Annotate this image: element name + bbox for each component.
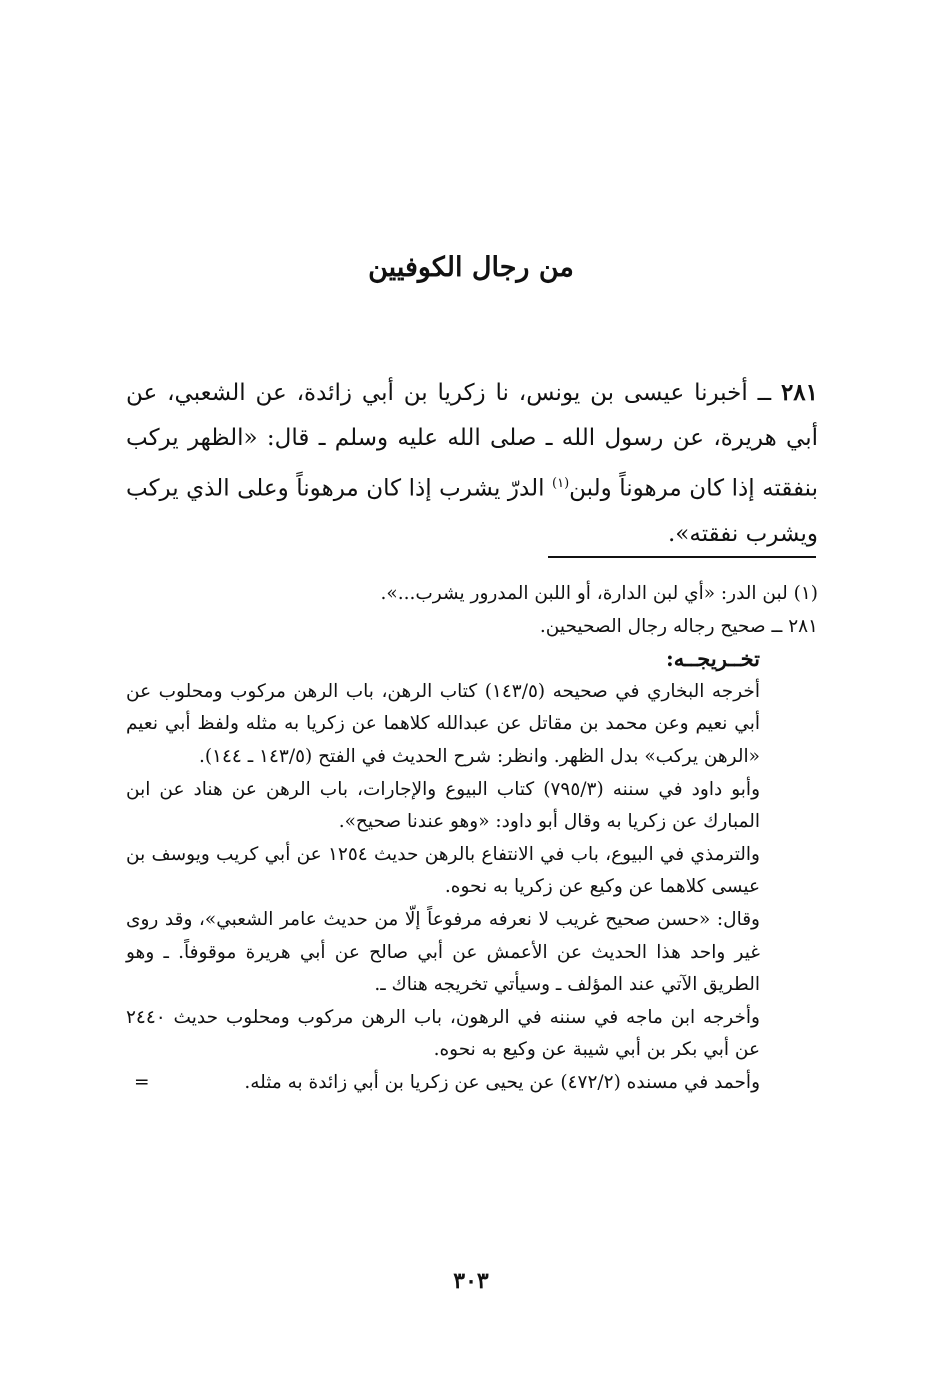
footnote-separator xyxy=(548,556,816,558)
page-number: ٣٠٣ xyxy=(453,1268,489,1294)
hadith-text-part2: الدرّ يشرب إذا كان مرهوناً وعلى الذي يركب ويشرب نفقته». xyxy=(126,475,818,547)
hadith-text xyxy=(126,370,818,557)
takhrij-section xyxy=(126,643,818,1099)
takhrij-paragraph: وأخرجه ابن ماجه في سننه في الرهون، باب الرهن مركوب ومحلوب حديث ٢٤٤٠ عن أبي بكر بن أبي شيبة عن وكيع به نحوه. xyxy=(126,1006,760,1061)
section-title: من رجال الكوفيين xyxy=(368,252,574,283)
footnote-marker: (١) xyxy=(552,476,570,491)
takhrij-paragraph: والترمذي في البيوع، باب في الانتفاع بالرهن حديث ١٢٥٤ عن أبي كريب ويوسف بن عيسى كلاهما عن وكيع عن زكريا به نحوه. xyxy=(126,843,760,898)
hadith-paragraph xyxy=(126,370,818,557)
hadith-number: ٢٨١ xyxy=(780,379,818,406)
takhrij-paragraph: أخرجه البخاري في صحيحه (١٤٣/٥) كتاب الرهن، باب الرهن مركوب ومحلوب عن أبي نعيم وعن محمد بن مقاتل عن عبدالله كلاهما عن زكريا به مثله ولفظ أبي نعيم «الرهن يركب» بدل الظهر. وانظر: شرح الحديث في الفتح (١٤٣/٥ ـ ١٤٤). xyxy=(126,680,760,767)
takhrij-paragraph: وقال: «حسن صحيح غريب لا نعرفه مرفوعاً إلّا من حديث عامر الشعبي»، وقد روى غير واحد هذا الحديث عن الأعمش عن أبي صالح عن أبي هريرة موقوفاً. ـ وهو الطريق الآتي عند المؤلف ـ وسيأتي تخريجه هناك ـ. xyxy=(126,908,760,996)
takhrij-title: تخــريجــه: xyxy=(665,646,760,672)
takhrij-paragraph: وأبو داود في سننه (٧٩٥/٣) كتاب البيوع والإجارات، باب الرهن عن هناد عن ابن المبارك عن زكريا به وقال أبو داود: «وهو عندنا صحيح». xyxy=(126,778,761,833)
footnotes xyxy=(126,578,818,1100)
takhrij-paragraph-text: وأحمد في مسنده (٤٧٢/٢) عن يحيى عن زكريا بن أبي زائدة به مثله. xyxy=(244,1071,760,1093)
hadith-text-part1: ــ أخبرنا عيسى بن يونس، نا زكريا بن أبي زائدة، عن الشعبي، عن أبي هريرة، عن رسول الله ـ صلى الله عليه وسلم ـ قال: «الظهر يركب بنفقته إذا كان مرهوناً ولبن xyxy=(126,380,819,502)
takhrij-paragraph-last xyxy=(126,1067,760,1100)
grading-note: ٢٨١ ــ صحيح رجاله رجال الصحيحين. xyxy=(539,615,818,637)
continuation-mark: = xyxy=(134,1071,150,1093)
footnote-1: (١) لبن الدر: «أي لبن الدارة، أو اللبن المدرور يشرب...». xyxy=(380,583,818,604)
